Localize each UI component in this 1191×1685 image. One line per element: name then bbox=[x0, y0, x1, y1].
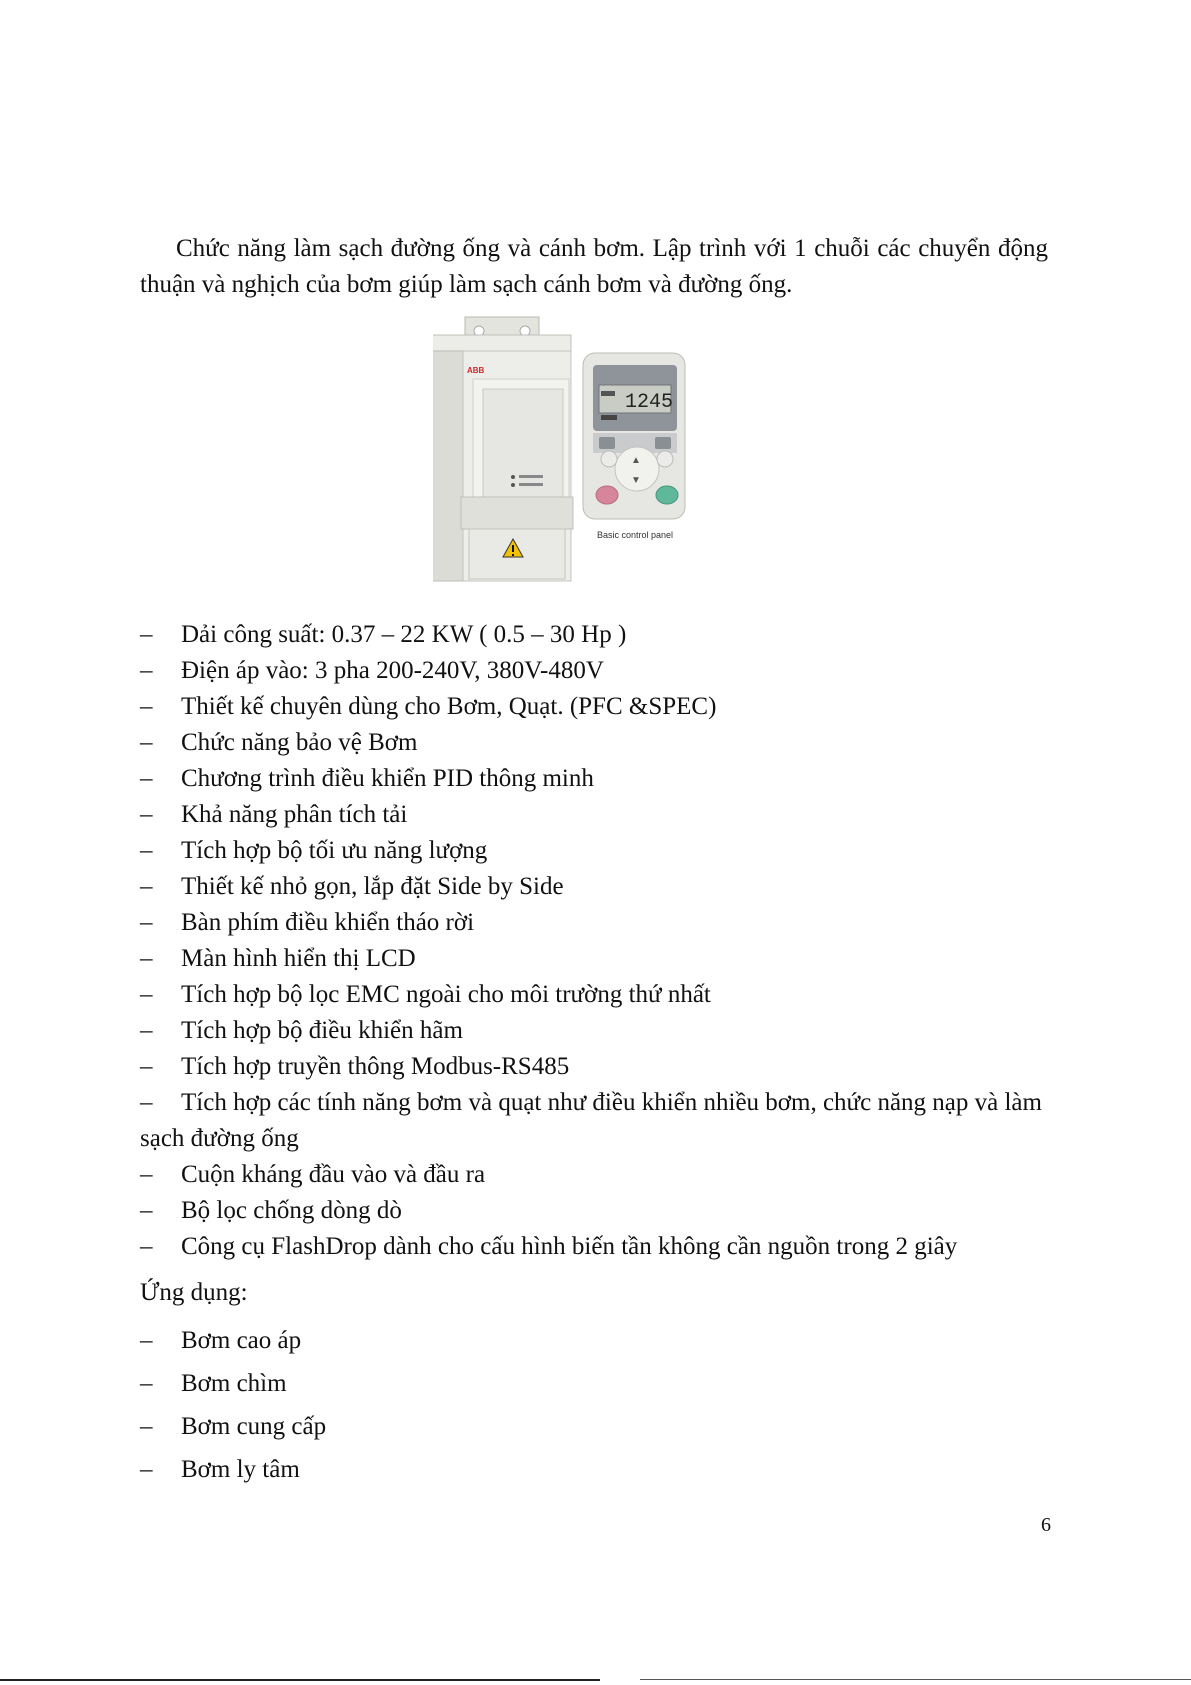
list-item-text: Màn hình hiển thị LCD bbox=[181, 945, 416, 972]
list-item bbox=[140, 1405, 1048, 1448]
list-item-text: Bơm ly tâm bbox=[181, 1456, 300, 1483]
dash-bullet: – bbox=[140, 909, 153, 936]
dash-bullet: – bbox=[140, 693, 153, 720]
applications-list bbox=[140, 1319, 1048, 1491]
list-item-text: Thiết kế chuyên dùng cho Bơm, Quạt. (PFC &SPEC) bbox=[181, 693, 717, 720]
list-item-text: Bơm chìm bbox=[181, 1370, 287, 1397]
start-button-icon bbox=[656, 486, 678, 504]
dash-bullet: – bbox=[140, 1370, 153, 1397]
product-photo bbox=[433, 311, 763, 611]
list-item-text: Tích hợp bộ tối ưu năng lượng bbox=[181, 837, 488, 864]
lcd-reading: 1245 bbox=[625, 391, 674, 414]
dash-bullet: – bbox=[140, 657, 153, 684]
dash-bullet: – bbox=[140, 1233, 153, 1260]
chevron-up-icon: ▲ bbox=[631, 455, 641, 466]
list-item-text: Bơm cao áp bbox=[181, 1327, 302, 1354]
dash-bullet: – bbox=[140, 873, 153, 900]
dash-bullet: – bbox=[140, 1456, 153, 1483]
list-item-text: Tích hợp truyền thông Modbus-RS485 bbox=[181, 1053, 570, 1080]
dash-bullet: – bbox=[140, 801, 153, 828]
list-item bbox=[140, 1319, 1048, 1362]
chevron-down-icon: ▼ bbox=[631, 475, 641, 486]
list-item bbox=[140, 653, 1048, 689]
list-item-text: Bàn phím điều khiển tháo rời bbox=[181, 909, 475, 936]
dash-bullet: – bbox=[140, 1053, 153, 1080]
list-item-text: Cuộn kháng đầu vào và đầu ra bbox=[181, 1161, 486, 1188]
list-item bbox=[140, 1229, 1048, 1265]
list-item bbox=[140, 1193, 1048, 1229]
list-item bbox=[140, 689, 1048, 725]
dash-bullet: – bbox=[140, 621, 153, 648]
list-item-text: Tích hợp các tính năng bơm và quạt như điều khiển nhiều bơm, chức năng nạp và làm sạch đường ống bbox=[140, 1089, 1042, 1152]
list-item bbox=[140, 797, 1048, 833]
list-item-text: Điện áp vào: 3 pha 200-240V, 380V-480V bbox=[181, 657, 604, 684]
list-item bbox=[140, 725, 1048, 761]
list-item bbox=[140, 905, 1048, 941]
list-item bbox=[140, 761, 1048, 797]
list-item bbox=[140, 941, 1048, 977]
list-item-text: Bộ lọc chống dòng dò bbox=[181, 1197, 402, 1224]
list-item-text: Tích hợp bộ điều khiển hãm bbox=[181, 1017, 463, 1044]
list-item-text: Dải công suất: 0.37 – 22 KW ( 0.5 – 30 Hp ) bbox=[181, 621, 627, 648]
list-item bbox=[140, 1049, 1048, 1085]
list-item bbox=[140, 1448, 1048, 1491]
page-number: 6 bbox=[1041, 1514, 1051, 1536]
dash-bullet: – bbox=[140, 981, 153, 1008]
footer-rule-right bbox=[640, 1679, 1191, 1680]
vfd-drive-image bbox=[433, 317, 573, 581]
stop-button-icon bbox=[596, 486, 618, 504]
intro-paragraph: Chức năng làm sạch đường ống và cánh bơm. Lập trình với 1 chuỗi các chuyển động thuận và nghịch của bơm giúp làm sạch cánh bơm và đường ống. bbox=[140, 235, 1048, 298]
dash-bullet: – bbox=[140, 1161, 153, 1188]
list-item bbox=[140, 833, 1048, 869]
dash-bullet: – bbox=[140, 765, 153, 792]
list-item-text: Bơm cung cấp bbox=[181, 1413, 327, 1440]
dash-bullet: – bbox=[140, 1413, 153, 1440]
footer-rule bbox=[0, 1679, 600, 1681]
dash-bullet: – bbox=[140, 1327, 153, 1354]
list-item-text: Chức năng bảo vệ Bơm bbox=[181, 729, 418, 756]
list-item-text: Khả năng phân tích tải bbox=[181, 801, 408, 828]
list-item bbox=[140, 617, 1048, 653]
list-item bbox=[140, 977, 1048, 1013]
list-item bbox=[140, 1157, 1048, 1193]
list-item bbox=[140, 1013, 1048, 1049]
dash-bullet: – bbox=[140, 729, 153, 756]
dash-bullet: – bbox=[140, 1197, 153, 1224]
list-item bbox=[140, 1362, 1048, 1405]
list-item-text: Tích hợp bộ lọc EMC ngoài cho môi trường thứ nhất bbox=[181, 981, 711, 1008]
dash-bullet: – bbox=[140, 945, 153, 972]
list-item-text: Công cụ FlashDrop dành cho cấu hình biến tần không cần nguồn trong 2 giây bbox=[181, 1233, 958, 1260]
control-panel-image bbox=[583, 353, 685, 540]
list-item-text: Chương trình điều khiển PID thông minh bbox=[181, 765, 594, 792]
applications-heading: Ứng dụng: bbox=[140, 1279, 248, 1306]
brand-mark: ABB bbox=[467, 366, 485, 375]
panel-caption: Basic control panel bbox=[597, 530, 674, 540]
dash-bullet: – bbox=[140, 1017, 153, 1044]
dash-bullet: – bbox=[140, 837, 153, 864]
feature-list bbox=[140, 617, 1048, 1265]
list-item bbox=[140, 869, 1048, 905]
list-item: – Tích hợp các tính năng bơm và quạt như điều khiển nhiều bơm, chức năng nạp và làm sạch đường ống bbox=[140, 1089, 1042, 1152]
list-item-text: Thiết kế nhỏ gọn, lắp đặt Side by Side bbox=[181, 873, 564, 900]
